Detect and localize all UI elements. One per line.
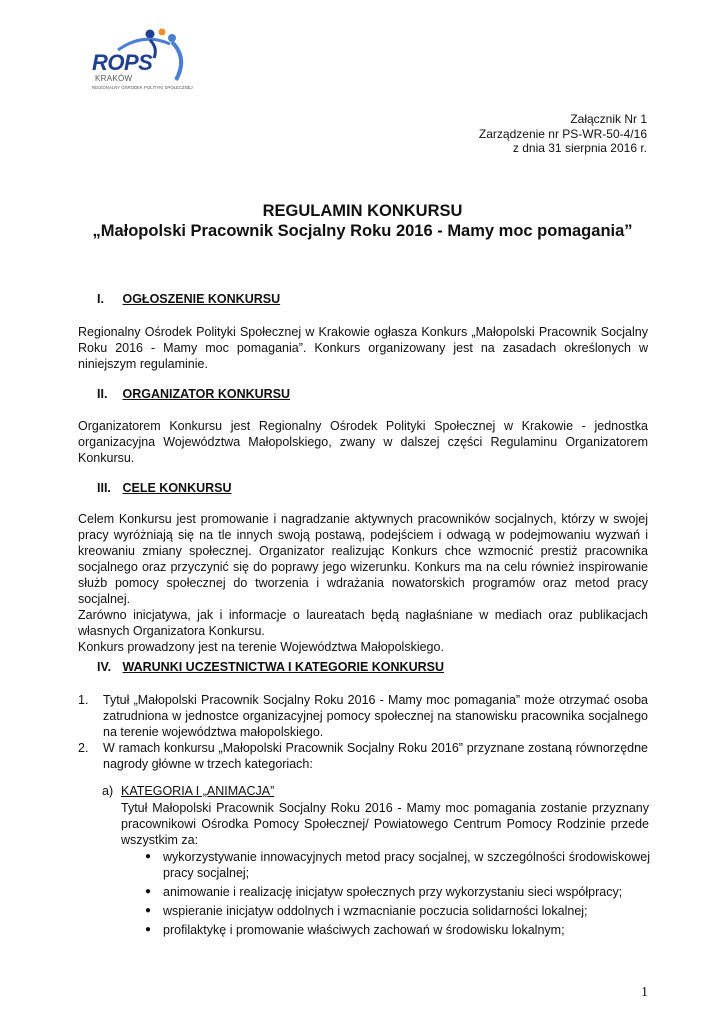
item-text: W ramach konkursu „Małopolski Pracownik Socjalny Roku 2016” przyznane zostaną równorzędne nagrody główne w trzech kategoriach:	[103, 741, 648, 771]
paragraph-text: Konkurs prowadzony jest na terenie Województwa Małopolskiego.	[78, 640, 444, 654]
section-heading-4	[97, 660, 444, 674]
section-title: WARUNKI UCZESTNICTWA I KATEGORIE KONKURSU	[122, 660, 445, 674]
logo-city: KRAKÓW	[95, 74, 133, 83]
section-number: IV.	[97, 660, 112, 674]
category-bullet-list	[145, 849, 650, 941]
category-description: Tytuł Małopolski Pracownik Socjalny Roku 2016 - Mamy moc pomagania zostanie przyznany pracownikowi Ośrodka Pomocy Społecznej/ Powiatowego Centrum Pomocy Rodzinie przede wszystkim za:	[121, 801, 649, 847]
item-text: Tytuł „Małopolski Pracownik Socjalny Roku 2016 - Mamy moc pomagania” może otrzymać osoba zatrudniona w jednostce organizacyjnej pomocy społecznej na stanowisku pracownika socjalnego na terenie województwa małopolskiego.	[103, 693, 648, 739]
list-item	[145, 922, 650, 938]
bullet-icon: ●	[145, 905, 152, 916]
category-heading	[102, 784, 274, 798]
paragraph-text: Regionalny Ośrodek Polityki Społecznej w Krakowie ogłasza Konkurs „Małopolski Pracownik Socjalny Roku 2016 - Mamy moc pomagania”. Konkurs organizowany jest na zasadach określonych w niniejszym regulaminie.	[78, 325, 648, 371]
bullet-text: wykorzystywanie innowacyjnych metod pracy socjalnej, w szczególności środowiskowej pracy socjalnej;	[163, 850, 650, 880]
list-item	[145, 849, 650, 881]
paragraph-text: Celem Konkursu jest promowanie i nagradzanie aktywnych pracowników socjalnych, którzy w swojej pracy wyróżniają się na tle innych swoją postawą, podejściem i odwagą w podejmowaniu wyzwań i kreowaniu zmiany społecznej. Organizator realizując Konkurs chce wzmocnić prestiż pracownika socjalnego oraz przyczynić się do poprawy jego wizerunku. Konkurs ma na celu również inspirowanie służb pomocy społecznej do tworzenia i wdrażania nowatorskich programów oraz metod pracy socjalnej.	[78, 512, 648, 606]
logo-name: ROPS	[92, 50, 153, 75]
attachment-line: z dnia 31 sierpnia 2016 r.	[512, 141, 647, 155]
bullet-icon: ●	[145, 886, 152, 897]
section-2-paragraph	[78, 418, 648, 466]
bullet-icon: ●	[145, 851, 152, 862]
section-title: OGŁOSZENIE KONKURSU	[122, 292, 281, 306]
category-name: KATEGORIA I „ANIMACJA”	[121, 784, 275, 798]
page-number: 1	[641, 985, 648, 1000]
list-item	[145, 903, 650, 919]
attachment-line: Zarządzenie nr PS-WR-50-4/16	[478, 126, 647, 141]
section-heading-1	[97, 292, 280, 306]
section-1-paragraph	[78, 324, 648, 372]
bullet-text: profilaktykę i promowanie właściwych zachowań w środowisku lokalnym;	[163, 923, 565, 937]
list-item	[78, 740, 648, 772]
paragraph-text: Organizatorem Konkursu jest Regionalny Ośrodek Polityki Społecznej w Krakowie - jednostka organizacyjna Województwa Małopolskiego, zwany w dalszej części Regulaminu Organizatorem Konkursu.	[78, 419, 648, 465]
document-title: REGULAMIN KONKURSU	[262, 202, 463, 220]
section-title: CELE KONKURSU	[122, 481, 232, 495]
section-number: II.	[97, 387, 108, 401]
rops-logo	[88, 28, 200, 98]
section-heading-2	[97, 387, 290, 401]
section-number: III.	[97, 481, 111, 495]
attachment-reference	[479, 112, 647, 156]
paragraph-text: Zarówno inicjatywa, jak i informacje o laureatach będą nagłaśniane w mediach oraz publikacjach własnych Organizatora Konkursu.	[78, 608, 648, 638]
document-subtitle: „Małopolski Pracownik Socjalny Roku 2016 - Mamy moc pomagania”	[92, 222, 633, 240]
section-heading-3	[97, 481, 232, 495]
bullet-text: animowanie i realizację inicjatyw społecznych przy wykorzystaniu sieci współpracy;	[163, 885, 623, 899]
section-number: I.	[97, 292, 104, 306]
list-item	[145, 884, 650, 900]
item-number: 2.	[78, 741, 89, 755]
list-item	[78, 692, 648, 740]
logo-subtitle: REGIONALNY OŚRODEK POLITYKI SPOŁECZNEJ	[92, 85, 193, 90]
category-letter: a)	[102, 784, 114, 798]
item-number: 1.	[78, 693, 89, 707]
section-title: ORGANIZATOR KONKURSU	[122, 387, 291, 401]
section-3-paragraph	[78, 511, 648, 655]
attachment-line: Załącznik Nr 1	[570, 112, 647, 126]
bullet-icon: ●	[145, 924, 152, 935]
bullet-text: wspieranie inicjatyw oddolnych i wzmacnianie poczucia solidarności lokalnej;	[163, 904, 588, 918]
